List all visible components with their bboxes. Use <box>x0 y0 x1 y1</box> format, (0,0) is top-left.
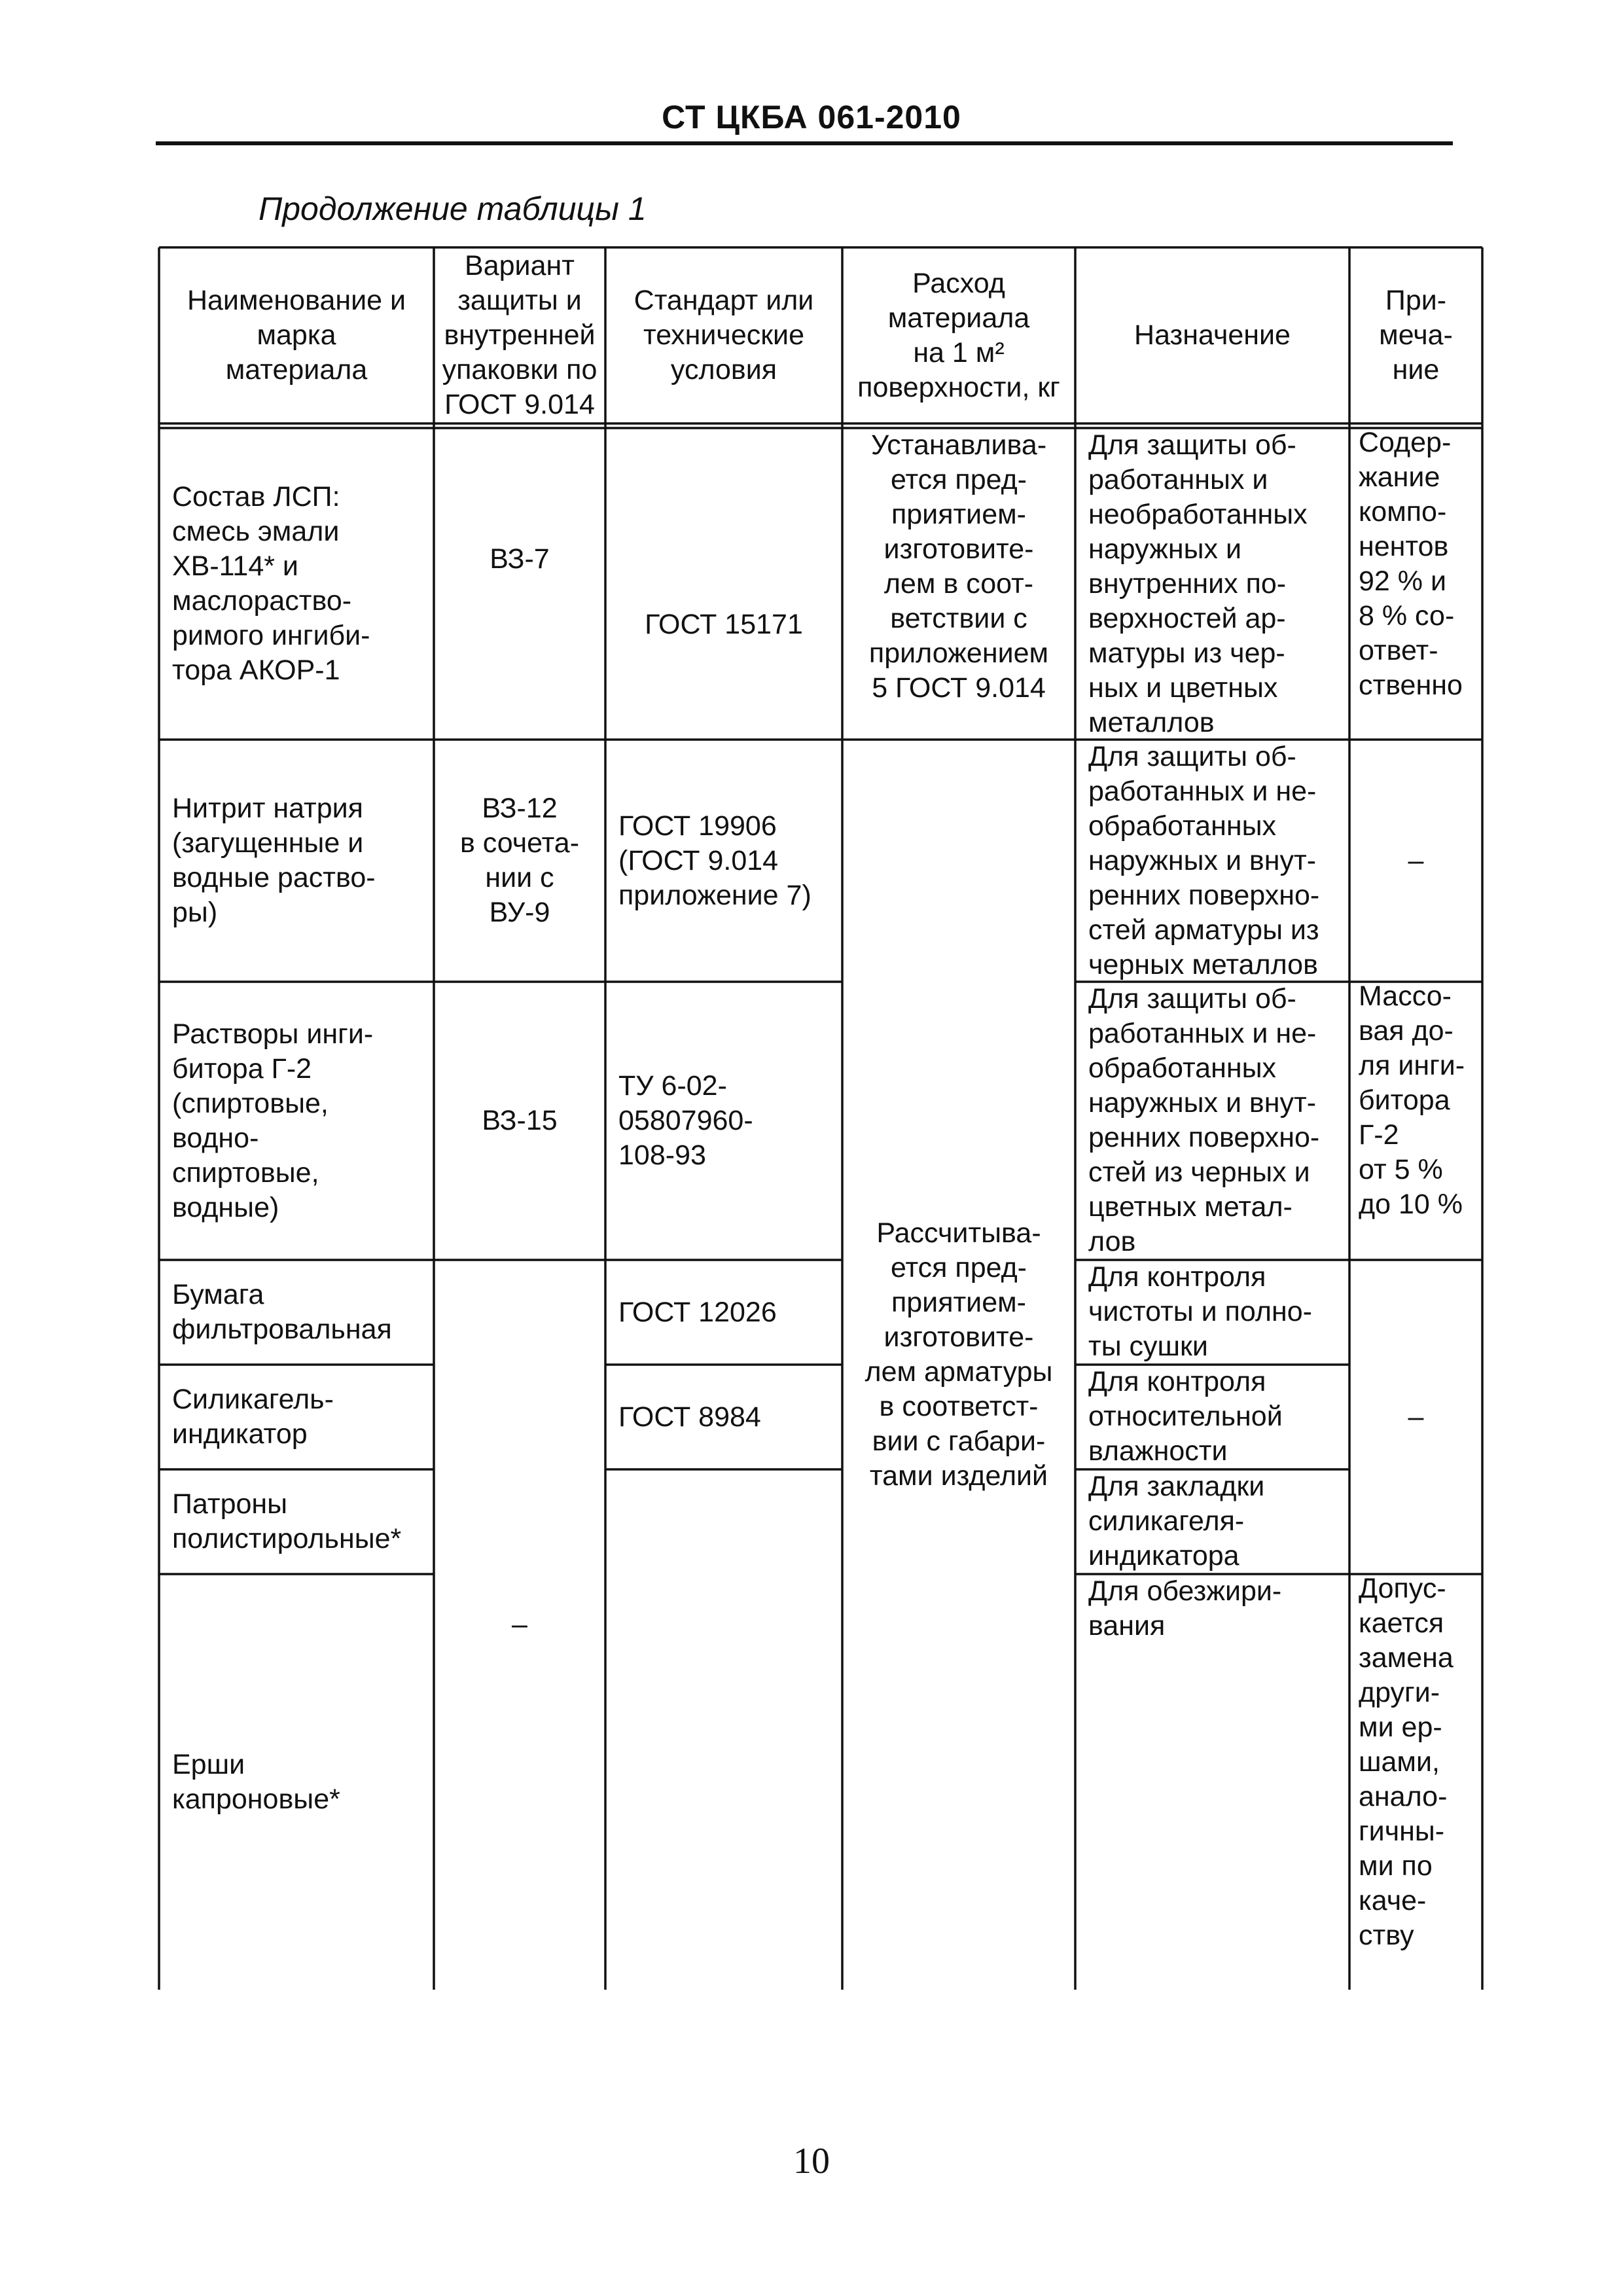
text-line: ты сушки <box>1088 1331 1208 1362</box>
text-line: приложение 7) <box>618 879 812 911</box>
text-line: наружных и <box>1088 533 1241 565</box>
text-line: условия <box>670 354 777 386</box>
text-line: работанных и <box>1088 464 1268 495</box>
text-line: ГОСТ 12026 <box>618 1296 777 1328</box>
text-line: гичны- <box>1359 1816 1445 1847</box>
material-cell <box>159 428 434 740</box>
text-line: Для защиты об- <box>1088 429 1296 461</box>
material-cell <box>159 1365 434 1469</box>
text-line: Для контроля <box>1088 1261 1266 1293</box>
material-cell <box>159 1574 434 1990</box>
text-line: ГОСТ 19906 <box>618 810 777 842</box>
text-line: битора <box>1359 1085 1450 1116</box>
header-standard <box>605 247 842 423</box>
text-line: Рассчитыва- <box>876 1217 1041 1249</box>
text-line: 108-93 <box>618 1139 706 1171</box>
text-line: тора АКОР-1 <box>172 655 340 686</box>
material-cell <box>159 1260 434 1365</box>
text-line: Силикагель- <box>172 1384 334 1415</box>
text-line: в соответст- <box>879 1391 1039 1422</box>
text-line: Наименование и <box>187 285 406 316</box>
text-line: нии с <box>485 862 554 893</box>
text-line: Г-2 <box>1359 1119 1399 1151</box>
text-line: наружных и внут- <box>1088 1087 1317 1119</box>
text-line: изготовите- <box>883 533 1034 565</box>
header-protection-variant <box>434 247 605 423</box>
text-line: обработанных <box>1088 1052 1276 1084</box>
text-line: замена <box>1359 1642 1454 1674</box>
text-line: ству <box>1359 1920 1414 1951</box>
material-cell <box>159 1469 434 1574</box>
text-line: материала <box>887 302 1030 334</box>
text-line: ВУ-9 <box>489 897 550 928</box>
text-line: ренних поверхно- <box>1088 1122 1320 1153</box>
header-purpose <box>1075 247 1349 423</box>
text-line: – <box>1408 1401 1424 1433</box>
text-line: работанных и не- <box>1088 776 1317 807</box>
purpose-cell <box>1075 1257 1349 1365</box>
text-line: Для обезжири- <box>1088 1575 1282 1607</box>
text-line: ВЗ-15 <box>482 1105 558 1136</box>
text-line: силикагеля- <box>1088 1505 1245 1537</box>
purpose-cell <box>1075 1362 1349 1469</box>
text-line: матуры из чер- <box>1088 637 1285 669</box>
text-line: тами изделий <box>869 1460 1048 1492</box>
note-cell <box>1349 740 1482 982</box>
text-line: ГОСТ 15171 <box>645 608 803 640</box>
text-line: цветных метал- <box>1088 1191 1293 1223</box>
text-line: лов <box>1088 1226 1136 1257</box>
text-line: марка <box>257 319 336 351</box>
header-consumption <box>842 247 1075 423</box>
text-line: ется пред- <box>890 1252 1027 1283</box>
table-caption: Продолжение таблицы 1 <box>259 190 647 227</box>
text-line: приятием- <box>891 1287 1026 1318</box>
text-line: приятием- <box>891 499 1026 530</box>
purpose-cell <box>1075 1571 1349 1702</box>
text-line: в сочета- <box>459 827 580 859</box>
text-line: ры) <box>172 897 218 928</box>
text-line: внутренних по- <box>1088 568 1287 600</box>
text-line: Допус- <box>1359 1573 1446 1604</box>
text-line: до 10 % <box>1359 1189 1463 1220</box>
text-line: вая до- <box>1359 1015 1454 1047</box>
text-line: капроновые* <box>172 1783 340 1815</box>
text-line: влажности <box>1088 1435 1228 1467</box>
text-line: на 1 м² <box>913 336 1005 368</box>
text-line: индикатор <box>172 1418 308 1450</box>
text-line: битора Г-2 <box>172 1052 312 1085</box>
text-line: Вариант <box>465 250 575 281</box>
standard-cell <box>605 982 842 1260</box>
text-line: Растворы инги- <box>172 1018 374 1050</box>
standard-cell <box>605 1260 842 1365</box>
text-line: Содер- <box>1359 427 1452 458</box>
text-line: 05807960- <box>618 1105 753 1136</box>
text-line: кается <box>1359 1607 1444 1639</box>
text-line: нентов <box>1359 531 1449 562</box>
purpose-cell <box>1075 737 1349 982</box>
text-line: внутренней <box>444 319 596 351</box>
text-line: металлов <box>1088 707 1215 738</box>
text-line: Назначение <box>1134 319 1291 351</box>
text-line: Ерши <box>172 1748 245 1780</box>
purpose-cell <box>1075 979 1349 1260</box>
text-line: ется пред- <box>890 464 1027 495</box>
text-line: черных металлов <box>1088 949 1318 980</box>
consumption-cell <box>842 428 1075 740</box>
text-line: ми ер- <box>1359 1712 1442 1743</box>
text-line: относительной <box>1088 1401 1283 1432</box>
text-line: При- <box>1385 285 1447 316</box>
text-line: други- <box>1359 1677 1440 1708</box>
text-line: спиртовые, <box>172 1157 319 1189</box>
text-line: ВЗ-12 <box>482 793 558 824</box>
consumption-cell <box>842 1216 1075 1504</box>
text-line: Устанавлива- <box>870 429 1047 461</box>
text-line: чистоты и полно- <box>1088 1296 1312 1327</box>
text-line: 8 % со- <box>1359 600 1455 632</box>
text-line: – <box>512 1609 527 1640</box>
text-line: Для контроля <box>1088 1366 1266 1397</box>
text-line: обработанных <box>1088 810 1276 842</box>
document-code-header: СТ ЦКБА 061-2010 <box>662 99 961 135</box>
page-number: 10 <box>793 2141 830 2181</box>
text-line: ответ- <box>1359 635 1438 666</box>
standard-cell <box>605 1365 842 1469</box>
text-line: (спиртовые, <box>172 1087 329 1119</box>
text-line: Бумага <box>172 1279 264 1310</box>
note-cell <box>1349 1260 1482 1574</box>
text-line: упаковки по <box>442 354 597 386</box>
text-line: работанных и не- <box>1088 1018 1317 1049</box>
header-rule <box>156 141 1453 145</box>
text-line: ветствии с <box>890 603 1027 634</box>
text-line: Патроны <box>172 1488 288 1520</box>
text-line: водно- <box>172 1122 259 1154</box>
text-line: наружных и внут- <box>1088 845 1317 876</box>
text-line: индикатора <box>1088 1540 1240 1571</box>
text-line: полистирольные* <box>172 1523 402 1554</box>
text-line: 92 % и <box>1359 565 1446 597</box>
text-line: поверхности, кг <box>857 371 1060 403</box>
text-line: Массо- <box>1359 980 1452 1012</box>
text-line: вии с габари- <box>872 1426 1046 1457</box>
standard-cell <box>605 740 842 982</box>
text-line: вания <box>1088 1610 1166 1641</box>
text-line: ми по <box>1359 1850 1433 1882</box>
text-line: – <box>1408 844 1424 876</box>
note-cell <box>1349 979 1482 1260</box>
text-line: лем арматуры <box>865 1356 1053 1388</box>
text-line: ГОСТ 9.014 <box>444 389 595 420</box>
variant-cell <box>434 982 605 1260</box>
variant-cell <box>434 1260 605 1990</box>
text-line: лем в соот- <box>883 568 1034 600</box>
text-line: необработанных <box>1088 499 1308 530</box>
variant-cell <box>434 428 605 690</box>
text-line: ние <box>1392 354 1440 386</box>
text-line: анало- <box>1359 1781 1448 1812</box>
text-line: Для защиты об- <box>1088 741 1296 772</box>
material-cell <box>159 740 434 982</box>
text-line: ХВ-114* и <box>172 550 298 582</box>
text-line: ных и цветных <box>1088 672 1278 704</box>
text-line: от 5 % <box>1359 1154 1443 1185</box>
variant-cell <box>434 740 605 982</box>
note-cell <box>1349 425 1482 740</box>
text-line: ренних поверхно- <box>1088 880 1320 911</box>
text-line: стей арматуры из <box>1088 914 1319 946</box>
text-line: Состав ЛСП: <box>172 481 340 512</box>
text-line: маслораство- <box>172 585 352 617</box>
text-line: верхностей ар- <box>1088 603 1286 634</box>
text-line: каче- <box>1359 1885 1427 1916</box>
text-line: 5 ГОСТ 9.014 <box>872 672 1046 704</box>
material-cell <box>159 982 434 1260</box>
text-line: шами, <box>1359 1746 1440 1778</box>
text-line: ТУ 6-02- <box>618 1070 727 1102</box>
text-line: компо- <box>1359 496 1447 528</box>
text-line: ГОСТ 8984 <box>618 1401 761 1433</box>
purpose-cell <box>1075 1467 1349 1574</box>
text-line: ВЗ-7 <box>490 543 550 575</box>
text-line: приложением <box>868 637 1049 669</box>
purpose-cell <box>1075 425 1349 740</box>
text-line: Для закладки <box>1088 1471 1265 1502</box>
text-line: защиты и <box>457 285 582 316</box>
text-line: меча- <box>1379 319 1453 351</box>
text-line: Стандарт или <box>633 285 814 316</box>
note-cell <box>1349 1571 1482 1990</box>
text-line: технические <box>643 319 804 351</box>
text-line: (ГОСТ 9.014 <box>618 844 779 876</box>
text-line: смесь эмали <box>172 516 340 547</box>
text-line: Для защиты об- <box>1088 983 1296 1014</box>
text-line: жание <box>1359 461 1440 493</box>
text-line: изготовите- <box>883 1321 1034 1353</box>
text-line: водные) <box>172 1191 279 1223</box>
text-line: стей из черных и <box>1088 1157 1310 1188</box>
text-line: римого ингиби- <box>172 620 370 651</box>
text-line: Расход <box>912 267 1005 299</box>
text-line: ля инги- <box>1359 1050 1465 1081</box>
text-line: ственно <box>1359 670 1463 701</box>
text-line: водные раство- <box>172 862 376 893</box>
text-line: материала <box>225 354 368 386</box>
text-line: (загущенные и <box>172 827 364 859</box>
header-material-name <box>159 247 434 423</box>
text-line: Нитрит натрия <box>172 793 363 824</box>
text-line: фильтровальная <box>172 1314 392 1345</box>
header-note <box>1349 247 1482 423</box>
